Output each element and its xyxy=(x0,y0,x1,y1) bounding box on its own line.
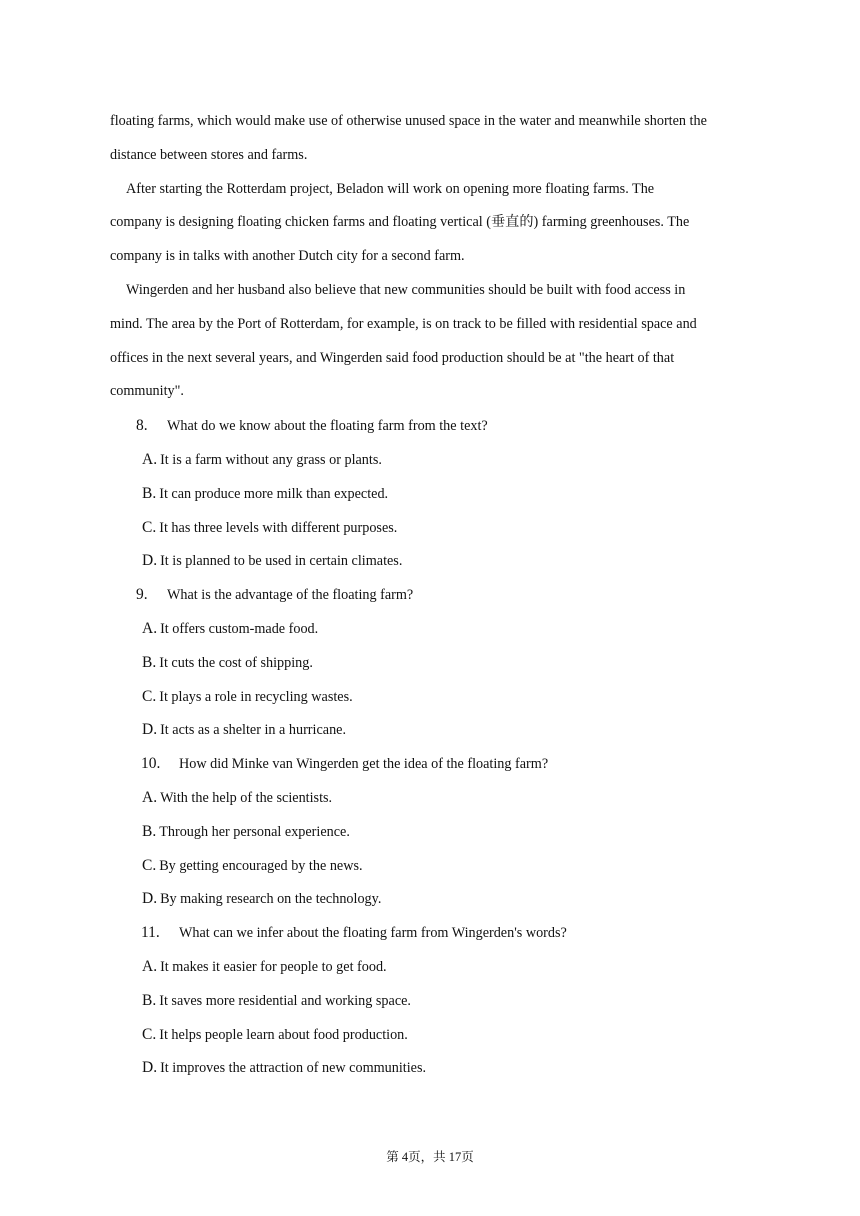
option-letter: A. xyxy=(142,619,158,637)
passage-line: floating farms, which would make use of otherwise unused space in the water and meanwhile shorten the xyxy=(110,113,707,129)
passage-line: mind. The area by the Port of Rotterdam, for example, is on track to be filled with residential space and xyxy=(110,315,697,332)
option-letter: C. xyxy=(142,856,157,874)
option-text: Through her personal experience. xyxy=(159,823,350,840)
question-stem xyxy=(110,747,760,781)
reading-passage xyxy=(110,105,760,409)
answer-option xyxy=(110,443,760,477)
option-text: It plays a role in recycling wastes. xyxy=(159,688,353,705)
passage-line: Wingerden and her husband also believe that new communities should be built with food access in xyxy=(126,281,686,298)
option-letter: C. xyxy=(142,687,157,705)
question-number: 11. xyxy=(141,924,160,942)
answer-option xyxy=(110,1051,760,1085)
option-letter: A. xyxy=(142,957,158,975)
option-text: It is a farm without any grass or plants. xyxy=(160,451,382,468)
question-text: How did Minke van Wingerden get the idea of the floating farm? xyxy=(179,756,549,773)
question-number: 8. xyxy=(136,417,148,435)
option-text: It improves the attraction of new communities. xyxy=(160,1060,427,1077)
passage-line: distance between stores and farms. xyxy=(110,146,308,163)
option-text: It is planned to be used in certain climates. xyxy=(160,553,403,570)
answer-option xyxy=(110,713,760,747)
page-content xyxy=(110,105,760,1085)
answer-option xyxy=(110,612,760,646)
question-stem xyxy=(110,916,760,950)
option-text: It cuts the cost of shipping. xyxy=(159,654,313,671)
option-letter: A. xyxy=(142,788,158,806)
option-text: It saves more residential and working space. xyxy=(159,992,411,1009)
question-text: What can we infer about the floating farm from Wingerden's words? xyxy=(179,925,567,942)
option-text: It has three levels with different purposes. xyxy=(159,519,398,536)
answer-option xyxy=(110,882,760,916)
option-letter: B. xyxy=(142,653,157,671)
answer-option xyxy=(110,781,760,815)
question-list xyxy=(110,409,760,1085)
option-letter: D. xyxy=(142,721,158,739)
passage-line: company is in talks with another Dutch city for a second farm. xyxy=(110,248,465,265)
option-letter: C. xyxy=(142,518,157,536)
option-letter: B. xyxy=(142,991,157,1009)
answer-option xyxy=(110,544,760,578)
passage-line: company is designing floating chicken farms and floating vertical (垂直的) farming greenhouses. The xyxy=(110,214,690,231)
option-letter: B. xyxy=(142,484,157,502)
option-text: By making research on the technology. xyxy=(160,891,382,908)
answer-option xyxy=(110,1018,760,1052)
question-stem xyxy=(110,578,760,612)
option-text: It helps people learn about food production. xyxy=(159,1026,408,1043)
option-letter: D. xyxy=(142,1059,158,1077)
answer-option xyxy=(110,950,760,984)
page-footer: 第 4页，共 17页 xyxy=(386,1150,474,1164)
passage-line: community". xyxy=(110,383,184,400)
answer-option xyxy=(110,849,760,883)
option-letter: D. xyxy=(142,890,158,908)
option-letter: C. xyxy=(142,1025,157,1043)
passage-line: After starting the Rotterdam project, Beladon will work on opening more floating farms. The xyxy=(126,180,655,197)
answer-option xyxy=(110,646,760,680)
answer-option xyxy=(110,680,760,714)
option-text: It makes it easier for people to get food. xyxy=(160,958,387,975)
answer-option xyxy=(110,477,760,511)
question-stem xyxy=(110,409,760,443)
question-text: What is the advantage of the floating farm? xyxy=(167,587,414,604)
option-text: With the help of the scientists. xyxy=(160,789,333,806)
option-letter: A. xyxy=(142,450,158,468)
question-number: 9. xyxy=(136,586,148,604)
option-text: It offers custom-made food. xyxy=(160,620,319,637)
option-text: It can produce more milk than expected. xyxy=(159,485,389,502)
option-letter: D. xyxy=(142,552,158,570)
answer-option xyxy=(110,511,760,545)
option-text: It acts as a shelter in a hurricane. xyxy=(160,722,347,739)
answer-option xyxy=(110,815,760,849)
option-letter: B. xyxy=(142,822,157,840)
option-text: By getting encouraged by the news. xyxy=(159,857,363,874)
question-text: What do we know about the floating farm from the text? xyxy=(167,418,488,435)
passage-line: offices in the next several years, and Wingerden said food production should be at "the heart of that xyxy=(110,349,675,366)
answer-option xyxy=(110,984,760,1018)
question-number: 10. xyxy=(141,755,161,773)
